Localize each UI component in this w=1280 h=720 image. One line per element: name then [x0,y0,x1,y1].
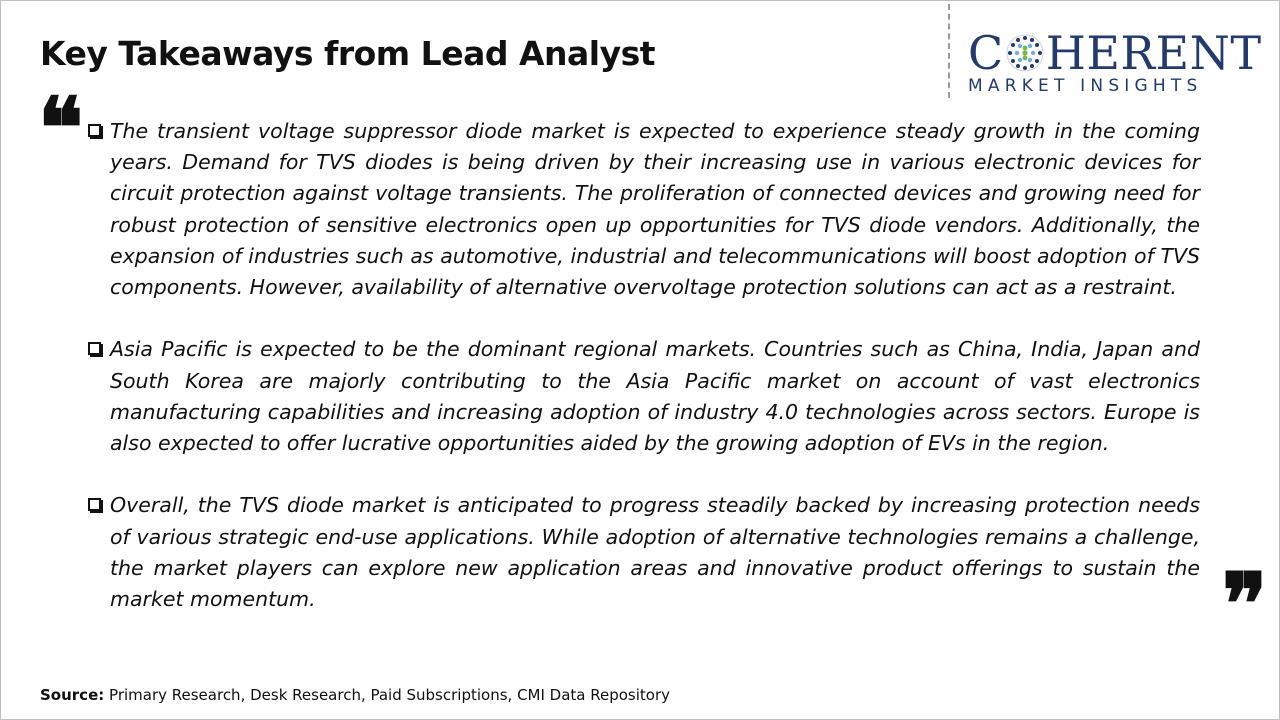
company-logo [968,26,1268,96]
takeaway-item [86,334,1200,459]
close-quote-icon: ❞ [1222,554,1268,653]
source-text: Primary Research, Desk Research, Paid Subscriptions, CMI Data Repository [109,686,671,704]
globe-dots-icon [1005,33,1045,73]
takeaway-text: Asia Pacific is expected to be the dominant regional markets. Countries such as China, India, Japan and South Korea are majorly contributing to the Asia Pacific market on account of vast electronics manufacturing capabilities and increasing adoption of industry 4.0 technologies across sectors. Europe is also expected to offer lucrative opportunities aided by the growing adoption of EVs in the region. [110,337,1200,456]
takeaway-item [86,490,1200,615]
checkbox-bullet-icon [88,342,101,355]
logo-letter-c: C [968,26,1004,80]
takeaway-text: Overall, the TVS diode market is anticipated to progress steadily backed by increasing protection needs of various strategic end-use applications. While adoption of alternative technologies remains a challenge, the market players can explore new application areas and innovative product offerings to sustain the market momentum. [110,493,1200,612]
slide-title: Key Takeaways from Lead Analyst [40,34,655,73]
logo-wordmark [968,26,1268,80]
header-divider [948,4,950,98]
source-note [40,686,670,704]
source-label: Source: [40,686,105,704]
takeaway-list [86,116,1200,615]
checkbox-bullet-icon [88,498,101,511]
checkbox-bullet-icon [88,124,101,137]
logo-tagline: MARKET INSIGHTS [968,76,1203,96]
open-quote-icon: ❝ [38,78,84,177]
logo-letters-herent: HERENT [1045,26,1262,80]
takeaway-item [86,116,1200,303]
takeaway-text: The transient voltage suppressor diode market is expected to experience steady growth in the coming years. Demand for TVS diodes is being driven by their increasing use in various electronic devices for circuit protection against voltage transients. The proliferation of connected devices and growing need for robust protection of sensitive electronics open up opportunities for TVS diode vendors. Additionally, the expansion of industries such as automotive, industrial and telecommunications will boost adoption of TVS components. However, availability of alternative overvoltage protection solutions can act as a restraint. [110,119,1200,300]
